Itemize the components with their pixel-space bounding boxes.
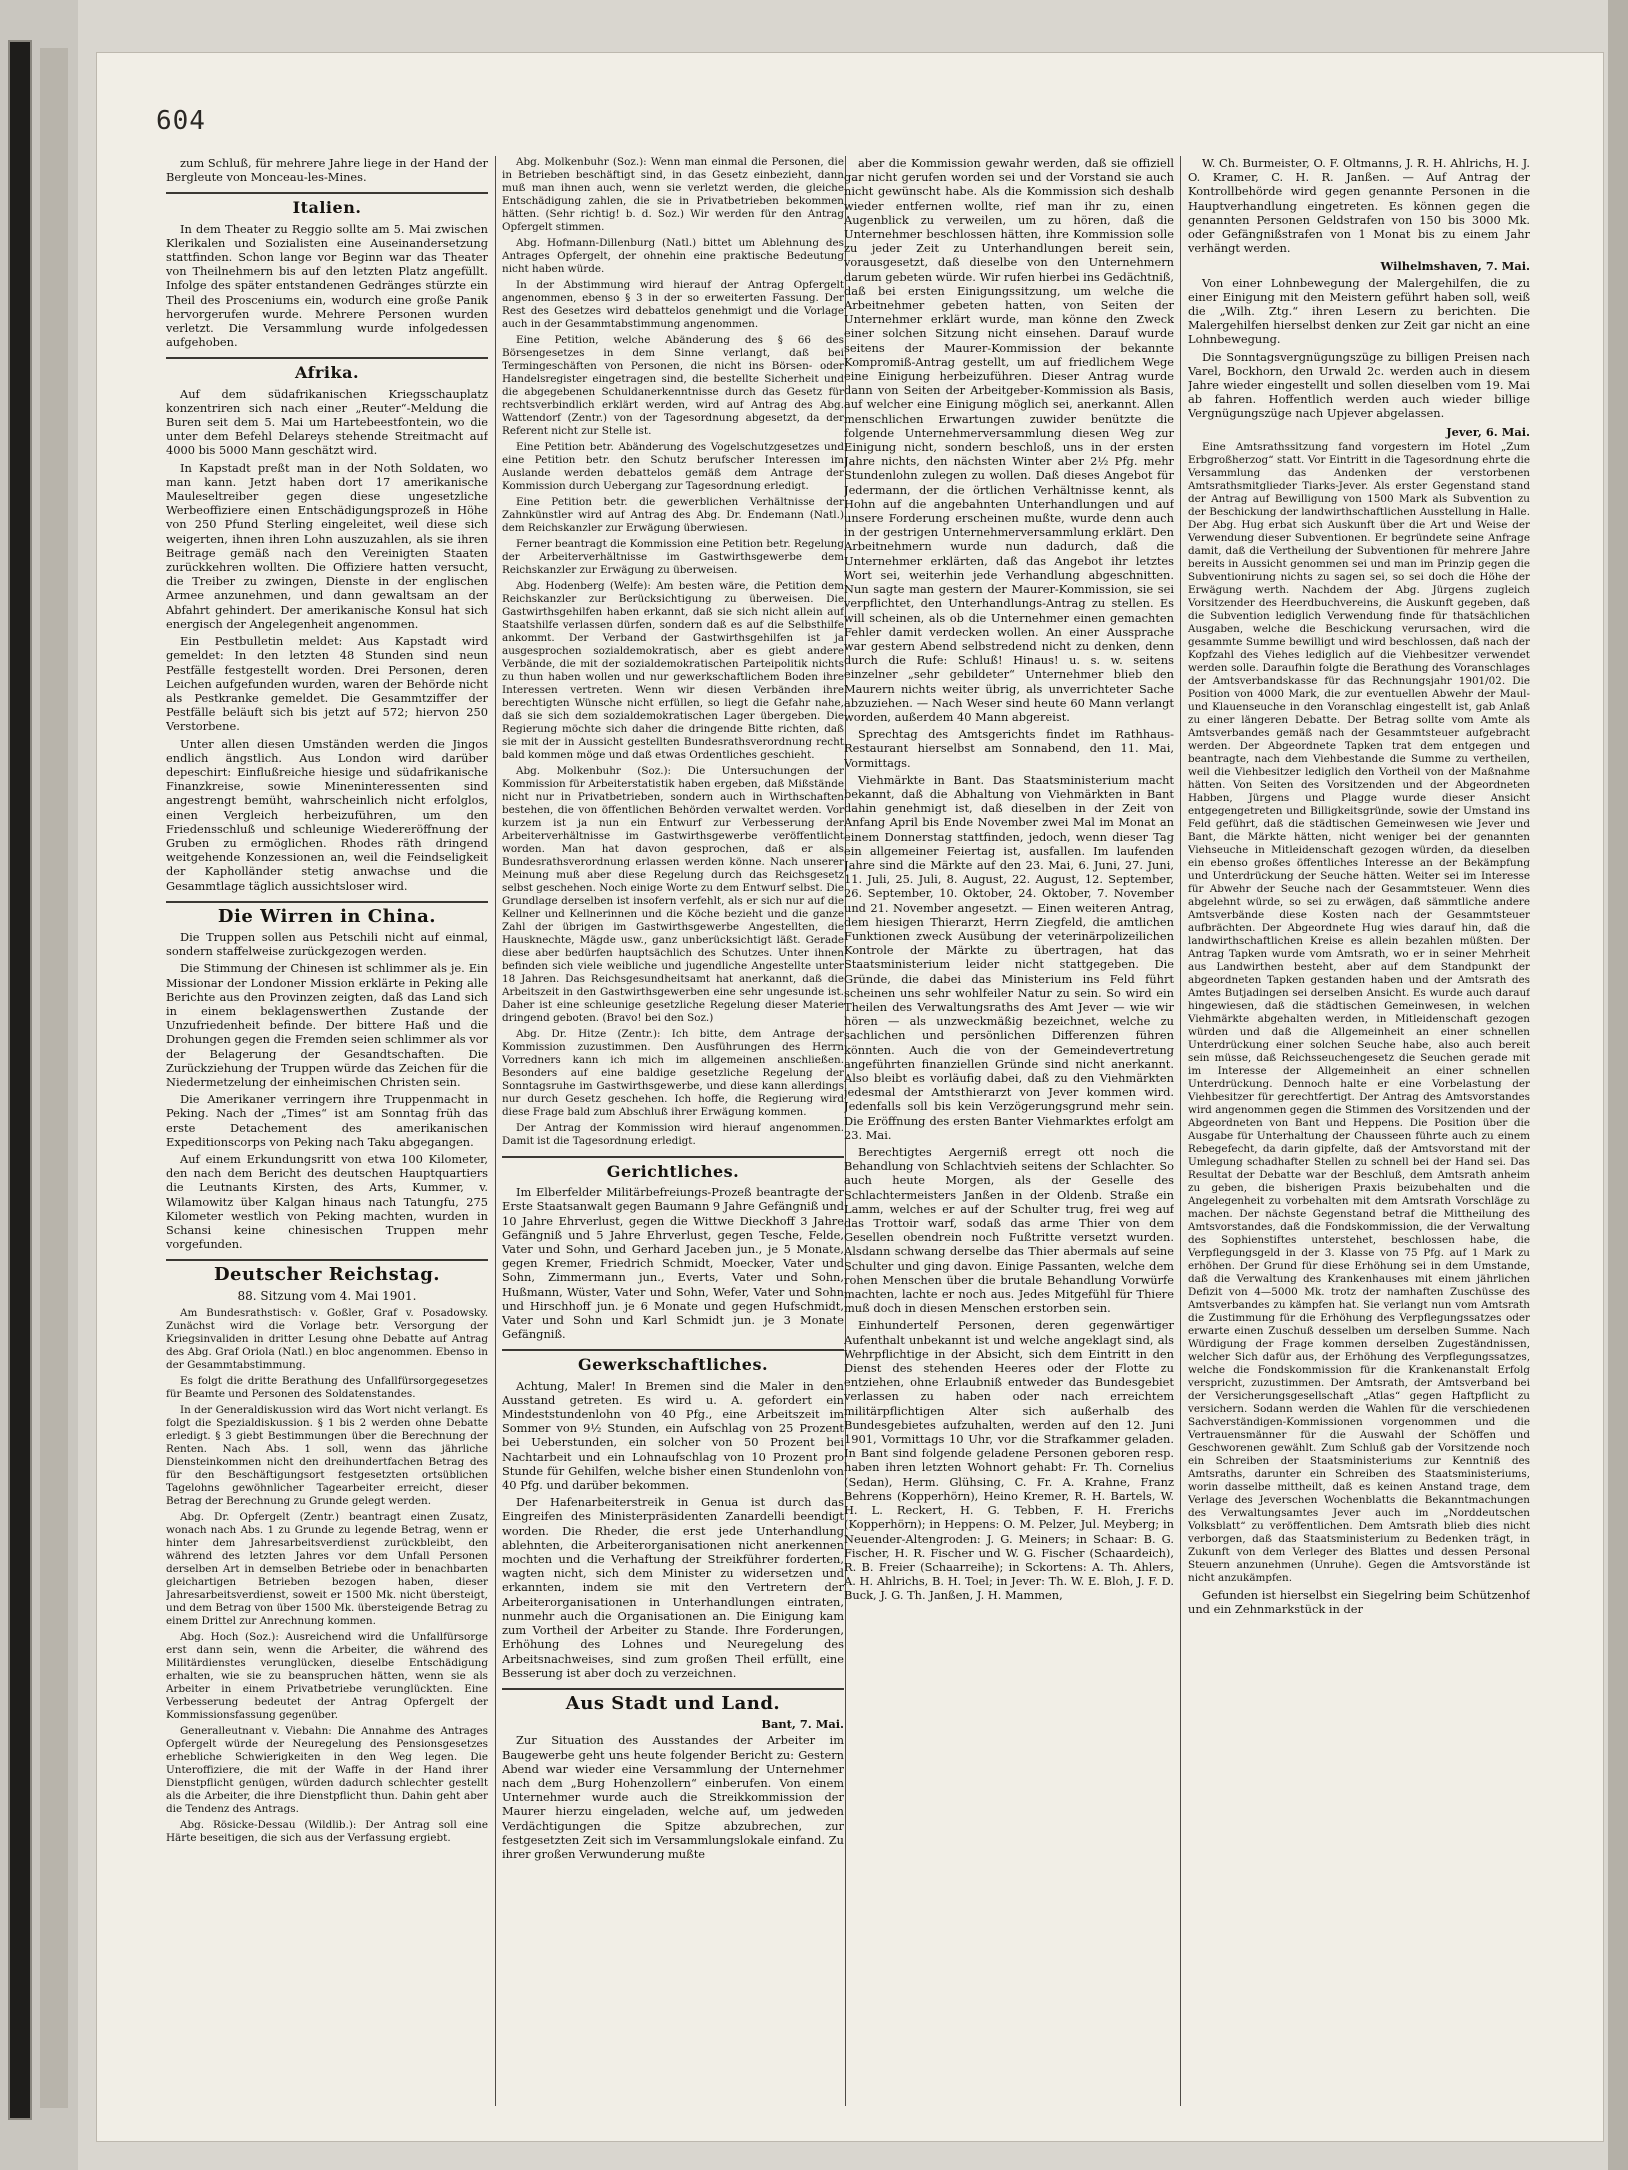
section-heading-china: Die Wirren in China. [166,901,488,924]
article-text: In der Generaldiskussion wird das Wort nicht verlangt. Es folgt die Spezialdiskussion. § 1 bis 2 werden ohne Debatte erledigt. § 3 giebt Bestimmungen über die Berechnung der Renten. Nach Abs. 1 soll, wenn das jährliche Diensteinkommen nicht den dreihundertfachen Betrag des für den Beschäftigungsort festgesetzten ortsüblichen Tagelohns gewöhnlicher Tagearbeiter erreicht, dieser Betrag der Berechnung zu Grunde gelegt werden. [166,1403,488,1507]
article-text: Unter allen diesen Umständen werden die Jingos endlich ängstlich. Aus London wird darüber depeschirt: Einflußreiche hiesige und südafrikanische Finanzkreise, sowie Mineninteressenten sind angestrengt bemüht, wahrscheinlich nicht erfolglos, einen Vergleich herbeizuführen, um den Friedensschluß und schleunige Wiedereröffnung der Gruben zu ermöglichen. Rhodes räth dringend weitgehende Konzessionen an, weil die Feindseligkeit der Kapholländer stetig anwachse und die Gesammtlage täglich aussichtsloser wird. [166,736,488,893]
section-heading-stadt-und-land: Aus Stadt und Land. [502,1688,844,1711]
article-text: Eine Amtsrathssitzung fand vorgestern im Hotel „Zum Erbgroßherzog“ statt. Vor Eintritt in die Tagesordnung ehrte die Versammlung das Andenken der verstorbenen Amtsrathsmitglieder Tiarks-Jever. Als erster Gegenstand stand der Antrag auf Bewilligung von 1500 Mark als Subvention zu der Beschickung der landwirthschaftlichen Ausstellung in Halle. Der Abg. Hug erbat sich Auskunft über die Art und Weise der Verwendung dieser Subventionen. Er begründete seine Anfrage damit, daß die Vertheilung der Subventionen für mehrere Jahre bereits in Aussicht genommen sei und man im Prinzip gegen die Subventionirung nichts zu sagen sei, so sei doch die Höhe der Erwägung werth. Nachdem der Abg. Jürgens zugleich Vorsitzender des Heerdbuchvereins, die Auskunft gegeben, daß die Subvention lediglich Verwendung finde für thatsächlichen Ausgaben, welche die Beschickung verursachen, wird die gesammte Summe bewilligt und wird beschlossen, daß nach der Kopfzahl des Viehes lediglich auf die Viehbesitzer verwendet werden solle. Daraufhin folgte die Berathung des Voranschlages der Amtsverbandskasse für das Rechnungsjahr 1901/02. Die Position von 4000 Mark, die zur eventuellen Abwehr der Maul- und Klauenseuche in den Voranschlag eingestellt ist, gab Anlaß zu einer längeren Debatte. Der Betrag sollte vom Amte als Amtsverbandes gemäß nach der Gesammtsteuer aufgebracht werden. Der Abgeordnete Tapken trat dem entgegen und beantragte, nach dem Viehbestande die Summe zu vertheilen, weil die Viehbesitzer lediglich den Vortheil von der Maßnahme hätten. Von Seiten des Vorsitzenden und der Abgeordneten Habben, Jürgens und Plagge wurde dieser Ansicht entgegengetreten und Billigkeitsgründe, sowie der Umstand ins Feld geführt, daß die städtischen Gemeinwesen wie Jever und Bant, die Märkte hätten, nicht weniger bei der genannten Viehseuche in Mitleidenschaft gezogen würden, da dieselben ein ebenso großes öffentliches Interesse an der Bekämpfung und Unterdrückung der Seuche hätten. Weiter sei im Interesse für Abwehr der Seuche nach der Gesammtsteuer. Wenn dies abgelehnt würde, so sei zu erwägen, daß sämmtliche andere Amtsverbände diese Kosten nach der Gesammtsteuer aufbrächten. Der Abgeordnete Hug wies darauf hin, daß die landwirthschaftlichen Kreise es allein bezahlen müßten. Der Antrag Tapken wurde vom Amtsrath, wo er in seiner Mehrheit aus Landwirthen besteht, aber auf dem Standpunkt der abgeordneten Tapken gestanden haben und der Amtsrath des Amtes Butjadingen sei derselben Ansicht. Es wurde auch darauf hingewiesen, daß die städtischen Gemeinwesen, in welchen Viehmärkte abgehalten werden, in Mitleidenschaft gezogen würden und daß die Allgemeinheit an einer schnellen Unterdrückung einer solchen Seuche habe, also auch bereit sein müsse, daß Reichsseuchengesetz die Seuchen gerade mit im Interesse der Allgemeinheit an einer schnellen Unterdrückung. Dennoch halte er eine Vorbelastung der Viehbesitzer für gerechtfertigt. Der Antrag des Amtsvorstandes wird angenommen gegen die Stimmen des Vorsitzenden und der Abgeordneten von Bant und Heppens. Die Position über die Ausgabe für Unterhaltung der Chausseen führte auch zu einem Rebegefecht, da darin gipfelte, daß der Amtsvorstand mit der Umlegung schadhafter Stellen zu schnell bei der Hand sei. Das Resultat der Debatte war der Beschluß, dem Amtsrath anheim zu geben, die bisherigen Praxis beizubehalten und die Angelegenheit zu vorbehalten mit dem Amtsrath Vorschläge zu machen. Der nächste Gegenstand betraf die Mittheilung des Amtsvorstandes, daß die Fondskommission, die der Verwaltung des Sophienstiftes unterstehet, beschlossen habe, die Verpflegungsgeld in der 3. Klasse von 75 Pfg. auf 1 Mark zu erhöhen. Der Grund für diese Erhöhung sei in dem Umstande, daß die Verwaltung des Krankenhauses mit einem jährlichen Defizit von 4—5000 Mk. trotz der namhaften Zuschüsse des Amtsverbandes zu kämpfen hat. Sie verlangt nun vom Amtsrath die Zustimmung für die Erhöhung des Verpflegungssatzes oder erwarte einen Zuschuß desselben um derselben Summe. Nach Würdigung der Frage kommen derselben Zugeständnissen, welcher Sich dafür aus, der Erhöhung des Verpflegungssatzes, welche die Fondskommission für die Krankenanstalt Erfolg verspricht, zuzustimmen. Der Amtsrath, der Amtsverband bei der Versicherungsgesellschaft „Atlas“ gegen Haftpflicht zu versichern. Sodann werden die Wahlen für die verschiedenen Sachverständigen-Kommissionen vorgenommen und die Vertrauensmänner für die Auswahl der Schöffen und Geschworenen gewählt. Zum Schluß gab der Vorsitzende noch ein Schreiben der Staatsministeriums zur Kenntniß des Amtsraths, darunter ein Schreiben des Staatsministeriums, worin dasselbe mittheilt, daß es keinen Anstand trage, dem Verlage des Jeverschen Wochenblatts die Bekanntmachungen des Verwaltungsamtes Jever auch im „Norddeutschen Volksblatt“ zu veröffentlichen. Dem Amtsrath blieb dies nicht verborgen, daß das Staatsministerium zu Bedenken trägt, in Zukunft von dem Verleger des Blattes und dessen Personal Steuern anzunehmen (Unruhe). Gegen die Amtsvorstände ist nicht anzukämpfen. [1188,440,1530,1584]
article-text: Von einer Lohnbewegung der Malergehilfen, die zu einer Einigung mit den Meistern geführt haben soll, weiß die „Wilh. Ztg.“ ihren Lesern zu berichten. Die Malergehilfen hierselbst denken zur Zeit gar nicht an eine Lohnbewegung. [1188,275,1530,347]
article-text: Der Hafenarbeiterstreik in Genua ist durch das Eingreifen des Ministerpräsidenten Zanardelli beendigt worden. Die Rheder, die erst jede Unterhandlung ablehnten, die Arbeiterorganisationen nicht anerkennen mochten und die Verhaftung der Streikführer forderten, wagten nicht, sich dem Minister zu widersetzen und erkannten, indem sie mit den Vertretern der Arbeiterorganisationen in Unterhandlungen eintraten, nunmehr auch die Organisationen an. Die Einigung kam zum Vortheil der Arbeiter zu Stande. Ihre Forderungen, Erhöhung des Lohnes und Neuregelung des Arbeitsnachweises, sind zum großen Theil erfüllt, eine Besserung ist aber doch zu verzeichnen. [502,1495,844,1680]
session-date: 88. Sitzung vom 4. Mai 1901. [237,1288,417,1303]
article-text: Abg. Dr. Hitze (Zentr.): Ich bitte, dem Antrage der Kommission zuzustimmen. Den Ausführungen des Herrn Vorredners kann ich mich im allgemeinen anschließen. Besonders auf eine baldige gesetzliche Regelung der Sonntagsruhe im Gastwirthsgewerbe, und diese kann allerdings nur durch Gesetz geschehen. Ich hoffe, die Regierung wird diese Frage bald zum Abschluß ihrer Erwägung kommen. [502,1028,844,1118]
article-text: Abg. Hodenberg (Welfe): Am besten wäre, die Petition dem Reichskanzler zur Berücksichtigung zu überweisen. Die Gastwirthsgehilfen haben erkannt, daß sie sich nicht allein auf Staatshilfe verlassen dürfen, sondern daß es auf die Selbsthilfe ankommt. Der Verband der Gastwirthsgehilfen ist ja ausgesprochen sozialdemokratisch, aber es giebt andere Verbände, die mit der sozialdemokratischen Parteipolitik nichts zu thun haben wollen und nur gewerkschaftlichem Boden ihre Interessen vertreten. Wenn wir diesen Verbänden ihre berechtigten Wünsche nicht erfüllen, so liegt die Gefahr nahe, daß sie sich dem sozialdemokratischen Lager übergeben. Die Regierung möchte sich daher die dringende Bitte richten, daß sie mit der in Aussicht gestellten Bundesrathsverordnung recht bald kommen möge und daß etwas Ordentliches geschieht. [502,580,844,761]
section-heading-gerichtliches: Gerichtliches. [502,1156,844,1179]
article-text: Zur Situation des Ausstandes der Arbeiter im Baugewerbe geht uns heute folgender Bericht zu: Gestern Abend war wieder eine Versammlung der Unternehmer nach dem „Burg Hohenzollern“ einberufen. Von einem Unternehmer wurde auch die Streikkommission der Maurer hierzu eingeladen, welche auf, um jedweden Verdächtigungen die Spitze abzubrechen, zur festgesetzten Zeit sich im Versammlungslokale einfand. Zu ihrer großen Verwunderung mußte [502,1733,844,1861]
article-text: Die Truppen sollen aus Petschili nicht auf einmal, sondern staffelweise zurückgezogen werden. [166,929,488,959]
article-text: Der Antrag der Kommission wird hierauf angenommen. Damit ist die Tagesordnung erledigt. [502,1122,844,1147]
article-text: Eine Petition, welche Abänderung des § 66 des Börsengesetzes in dem Sinne verlangt, daß bei Termingeschäften von Personen, die nicht ins Börsen- oder Handelsregister eingetragen sind, die bestellte Sicherheit und die abgegebenen Schuldanerkenntnisse durch das Gesetz für rechtsverbindlich erklärt werden, wird auf Antrag des Abg. Wattendorf (Zentr.) von der Tagesordnung abgesetzt, da der Referent nicht zur Stelle ist. [502,334,844,437]
article-text: Die Stimmung der Chinesen ist schlimmer als je. Ein Missionar der Londoner Mission erklärte in Peking alle Berichte aus den Provinzen zeigten, daß das Land sich in einem beklagenswerthen Zustande der Unzufriedenheit befinde. Der bittere Haß und die Drohungen gegen die Fremden seien schlimmer als vor der Belagerung der Gesandtschaften. Die Zurückziehung der Truppen würde das Zeichen für die Niedermetzelung der einheimischen Christen sein. [166,961,488,1089]
article-text: Sprechtag des Amtsgerichts findet im Rathhaus-Restaurant hierselbst am Sonnabend, den 11. Mai, Vormittags. [844,727,1174,770]
article-text: Auf dem südafrikanischen Kriegsschauplatz konzentriren sich nach einer „Reuter“-Meldung die Buren seit dem 5. Mai um Hartebeestfontein, wo die unter dem Befehl Delareys stehende Streitmacht auf 4000 bis 5000 Mann geschätzt wird. [166,386,488,458]
column-2 [502,156,844,2126]
article-text: Abg. Hofmann-Dillenburg (Natl.) bittet um Ablehnung des Antrages Opfergelt, der ohnehin eine praktische Bedeutung nicht haben würde. [502,237,844,275]
article-text: Abg. Hoch (Soz.): Ausreichend wird die Unfallfürsorge erst dann sein, wenn die Arbeiter, die während des Militärdienstes verunglücken, dieselbe Entschädigung erhalten, wie sie zu beanspruchen hätten, wenn sie als Arbeiter in einem Privatbetriebe verunglückten. Eine Verbesserung bedeutet der Antrag Opfergelt der Kommissionsfassung gegenüber. [166,1630,488,1721]
film-edge-left [0,0,78,2170]
film-edge-right [1608,0,1628,2170]
column-1 [166,156,488,2126]
article-text: Eine Petition betr. Abänderung des Vogelschutzgesetzes und eine Petition betr. den Schutz berufscher Interessen im Auslande werden debattelos gemäß dem Antrage der Kommission durch Uebergang zur Tagesordnung erledigt. [502,441,844,492]
section-heading-afrika: Afrika. [166,357,488,380]
article-text: Ein Pestbulletin meldet: Aus Kapstadt wird gemeldet: In den letzten 48 Stunden sind neun Pestfälle festgestellt worden. Drei Personen, deren Leichen aufgefunden wurden, waren der Behörde nicht als Pestkranke gemeldet. Die Gesammtziffer der Pestfälle beläuft sich bis jetzt auf 572; hiervon 250 Verstorbene. [166,634,488,734]
article-text: Generalleutnant v. Viebahn: Die Annahme des Antrages Opfergelt würde der Neuregelung des Pensionsgesetzes erhebliche Schwierigkeiten in den Weg legen. Die Unteroffiziere, die mit der Waffe in der Hand ihrer Dienstpflicht genügen, würden dadurch schlechter gestellt als die Arbeiter, die ihre Dienstpflicht thun. Dahin geht aber die Tendenz des Antrags. [166,1724,488,1815]
article-text: Abg. Molkenbuhr (Soz.): Die Untersuchungen der Kommission für Arbeiterstatistik haben ergeben, daß Mißstände nicht nur in Privatbetrieben, sondern auch in Wirthschaften bestehen, die von öffentlichen Behörden verwaltet werden. Vor kurzem ist ja nun ein Entwurf zur Verbesserung der Arbeiterverhältnisse im Gastwirthsgewerbe veröffentlicht worden. Man hat davon gesprochen, daß er als Bundesrathsverordnung erlassen werden könne. Nach unserer Meinung muß aber diese Regelung durch das Reichsgesetz selbst geschehen. Noch einige Worte zu dem Entwurf selbst. Die Grundlage derselben ist insofern verfehlt, als er sich nur auf die Kellner und Kellnerinnen und die Köche bezieht und die ganze Zahl der übrigen im Gastwirthsgewerbe Angestellten, die Hausknechte, Mägde usw., ganz unberücksichtigt läßt. Gerade diese aber bedürfen hauptsächlich des Schutzes. Unter ihnen befinden sich viele weibliche und jugendliche Angestellte unter 18 Jahren. Das Reichsgesundheitsamt hat anerkannt, daß die Arbeitszeit in den Gastwirthsgewerben eine sehr ungesunde ist. Daher ist eine schleunige gesetzliche Regelung dieser Materie dringend geboten. (Bravo! bei den Soz.) [502,765,844,1024]
article-text: aber die Kommission gewahr werden, daß sie offiziell gar nicht gerufen worden sei und der Vorstand sie auch nicht gewünscht habe. Als die Kommission sich deshalb wieder entfernen wollte, rief man ihr zu, einen Augenblick zu verweilen, um zu hören, daß die Unternehmer beschlossen hätten, ihre Kommission solle zu jeder Zeit zu Unterhandlungen bereit sein, vorausgesetzt, daß dieselbe von den Unternehmern darum gebeten würde. Wir rufen hierbei ins Gedächtniß, daß bei ersten Einigungssitzung, um welche die Arbeitnehmer gebeten hatten, von Seiten der Unternehmer erklärt wurde, man könne den Zweck einer solchen Sitzung nicht einsehen. Darauf wurde seitens der Maurer-Kommission der bekannte Kompromiß-Antrag gestellt, um auf friedlichem Wege eine Einigung herbeizuführen. Dieser Antrag wurde dann von Seiten der Arbeitgeber-Kommission als Basis, auf welcher eine Einigung möglich sei, anerkannt. Allen menschlichen Erwartungen zuwider benützte die folgende Unternehmerversammlung diesen Weg zur Einigung nicht, sondern beschloß, uns in der ersten Jahre nichts, den nächsten Winter aber 2½ Pfg. mehr Stundenlohn zulegen zu wollen. Daß dieses Angebot für Jedermann, der die örtlichen Verhältnisse kennt, als Hohn auf die angebahnten Unterhandlungen und auf unsere Forderung erscheinen mußte, wurde denn auch in der gestrigen Unternehmerversammlung erklärt. Den Arbeitnehmern wurde nun dadurch, daß die Unternehmer erklärten, daß das Angebot ihr letztes Wort sei, weiterhin jede Verhandlung abgeschnitten. Nun sagte man gestern der Maurer-Kommission, sie sei verpflichtet, den Unterhandlungs-Antrag zu stellen. Es will scheinen, als ob die Unternehmer einen gemachten Fehler damit verdecken wollen. An einer Aussprache war gestern Abend selbstredend nicht zu denken, denn durch die Rufe: Schluß! Hinaus! u. s. w. seitens einzelner „sehr gebildeter“ Unternehmer blieb den Maurern nichts weiter übrig, als unverrichteter Sache abzuziehen. — Nach Weser sind heute 60 Mann verlangt worden, außerdem 40 Mann abgereist. [844,156,1174,724]
article-text: Achtung, Maler! In Bremen sind die Maler in den Ausstand getreten. Es wird u. A. gefordert ein Mindeststundenlohn von 40 Pfg., eine Arbeitszeit im Sommer von 9½ Stunden, ein Aufschlag von 25 Prozent bei Ueberstunden, ein solcher von 50 Prozent bei Nachtarbeit und ein Lohnaufschlag von 10 Prozent pro Stunde für Gehilfen, welche bisher einen Stundenlohn von 40 Pfg. und darüber bekommen. [502,1378,844,1493]
section-heading-reichstag: Deutscher Reichstag. [166,1259,488,1282]
dateline: Wilhelmshaven, 7. Mai. [1380,259,1530,274]
article-text: Die Amerikaner verringern ihre Truppenmacht in Peking. Nach der „Times“ ist am Sonntag früh das erste Detachement des amerikanischen Expeditionscorps von Peking nach Taku abgegangen. [166,1092,488,1149]
article-text: Am Bundesrathstisch: v. Goßler, Graf v. Posadowsky. Zunächst wird die Vorlage betr. Versorgung der Kriegsinvaliden in dritter Lesung ohne Debatte auf Antrag des Abg. Graf Oriola (Natl.) en bloc angenommen. Ebenso in der Gesammtabstimmung. [166,1306,488,1371]
article-text: Abg. Dr. Opfergelt (Zentr.) beantragt einen Zusatz, wonach nach Abs. 1 zu Grunde zu legende Betrag, wenn er hinter dem Jahresarbeitsverdienst zurückbleibt, den während des letzten Jahres vor dem Unfall Personen derselben Art in demselben Betriebe oder in benachbarten gleichartigen Betrieben bezogen haben, dieser Jahresarbeitsverdienst, soweit er 1500 Mk. nicht übersteigt, und dem Betrag von über 1500 Mk. übersteigende Betrag zu einem Drittel zur Anrechnung kommen. [166,1510,488,1627]
section-heading-italien: Italien. [166,192,488,215]
article-text: Eine Petition betr. die gewerblichen Verhältnisse der Zahnkünstler wird auf Antrag des Abg. Dr. Endemann (Natl.) dem Reichskanzler zur Erwägung überwiesen. [502,496,844,534]
newspaper-page [96,52,1604,2142]
film-border [8,40,32,2120]
column-3 [844,156,1174,2126]
article-text: Auf einem Erkundungsritt von etwa 100 Kilometer, den nach dem Bericht des deutschen Hauptquartiers die Leutnants Kirsten, des Arts, Kummer, v. Wilamowitz über Kalgan hinaus nach Tatungfu, 275 Kilometer westlich von Peking machten, wurden in Schansi keine chinesischen Truppen mehr vorgefunden. [166,1152,488,1252]
article-text: zum Schluß, für mehrere Jahre liege in der Hand der Bergleute von Monceau-les-Mines. [166,156,488,185]
article-text: In der Abstimmung wird hierauf der Antrag Opfergelt angenommen, ebenso § 3 in der so erweiterten Fassung. Der Rest des Gesetzes wird debattelos genehmigt und die Vorlage auch in der Gesammtabstimmung angenommen. [502,279,844,330]
article-text: Die Sonntagsvergnügungszüge zu billigen Preisen nach Varel, Bockhorn, den Urwald 2c. werden auch in diesem Jahre wieder eingestellt und sollen dieselben vom 19. Mai ab fahren. Hoffentlich werden auch wieder billige Vergnügungszüge nach Upjever abgelassen. [1188,349,1530,421]
dateline: Jever, 6. Mai. [1446,424,1530,439]
article-text: W. Ch. Burmeister, O. F. Oltmanns, J. R. H. Ahlrichs, H. J. O. Kramer, C. H. R. Janßen. — Auf Antrag der Kontrollbehörde wird gegen genannte Personen in die Hauptverhandlung eingetreten. Es können gegen die genannten Personen Geldstrafen von 150 bis 3000 Mk. oder Gefängnißstrafen von 1 Monat bis zu einem Jahr verhängt werden. [1188,156,1530,256]
article-text: In Kapstadt preßt man in der Noth Soldaten, wo man kann. Jetzt haben dort 17 amerikanische Mauleseltreiber gegen diese ungesetzliche Werbeoffiziere einen Entschädigungsprozeß in Höhe von 250 Pfund Sterling eingeleitet, weil diese sich weigerten, ihnen ihren Lohn auszuzahlen, als sie ihren Beitrage gemäß nach den Vereinigten Staaten zurückkehren wollten. Die Offiziere hatten versucht, die Treiber zu zwingen, Dienste in der englischen Armee anzunehmen, und dann gewaltsam an der Abfahrt gehindert. Der amerikanische Konsul hat sich energisch der Angelegenheit angenommen. [166,460,488,631]
article-text: Es folgt die dritte Berathung des Unfallfürsorgegesetzes für Beamte und Personen des Soldatenstandes. [166,1374,488,1400]
article-text: Im Elberfelder Militärbefreiungs-Prozeß beantragte der Erste Staatsanwalt gegen Baumann 9 Jahre Gefängniß und 10 Jahre Ehrverlust, gegen die Wittwe Dieckhoff 3 Jahre Gefängniß und 5 Jahre Ehrverlust, gegen Tesche, Felde, Vater und Sohn, und Gerhard Jaceben jun., je 5 Monate, gegen Kremer, Friedrich Schmidt, Moecker, Vater und Sohn, Zimmermann jun., Everts, Vater und Sohn, Hußmann, Wüster, Vater und Sohn, Wefer, Vater und Sohn und Hirschhoff jun. je 6 Monate und gegen Hufschmidt, Vater und Sohn und Karl Schmidt jun. je 3 Monate Gefängniß. [502,1185,844,1342]
dateline: Bant, 7. Mai. [761,1717,844,1732]
article-text: Abg. Rösicke-Dessau (Wildlib.): Der Antrag soll eine Härte beseitigen, die sich aus der Verfassung ergiebt. [166,1818,488,1844]
article-text: Gefunden ist hierselbst ein Siegelring beim Schützenhof und ein Zehnmarkstück in der [1188,1587,1530,1617]
section-heading-gewerkschaftliches: Gewerkschaftliches. [502,1349,844,1372]
article-text: Einhundertelf Personen, deren gegenwärtiger Aufenthalt unbekannt ist und welche angeklagt sind, als Wehrpflichtige in der Absicht, sich dem Eintritt in den Dienst des stehenden Heeres oder der Flotte zu entziehen, ohne Erlaubniß entweder das Bundesgebiet verlassen zu haben oder nach erreichtem militärpflichtigen Alter sich außerhalb des Bundesgebietes aufzuhalten, werden auf den 12. Juni 1901, Vormittags 10 Uhr, vor die Strafkammer geladen. In Bant sind folgende geladene Personen geboren resp. haben ihren letzten Wohnort gehabt: Fr. Th. Cornelius (Sedan), Herm. Glühsing, C. Fr. A. Krahne, Franz Behrens (Kopperhörn), Heino Kremer, R. H. Bartels, W. H. L. Reckert, H. G. Tebben, F. H. Frerichs (Kopperhörn); in Heppens: O. M. Pelzer, Jul. Meyberg; in Neuender-Altengroden: J. G. Meiners; in Schaar: B. G. Fischer, H. R. Fischer und W. G. Fischer (Schaardeich), R. B. Freier (Schaarreihe); in Sckortens: A. Th. Ahlers, A. H. Ahlrichs, B. H. Toel; in Jever: Th. W. E. Bloh, J. F. D. Buck, J. G. Th. Janßen, J. H. Mammen, [844,1318,1174,1603]
film-strip [40,48,68,2108]
column-4 [1188,156,1530,2126]
article-text: Ferner beantragt die Kommission eine Petition betr. Regelung der Arbeiterverhältnisse im Gastwirthsgewerbe dem Reichskanzler zur Erwägung zu überweisen. [502,538,844,576]
column-rule [495,156,496,2106]
article-text: In dem Theater zu Reggio sollte am 5. Mai zwischen Klerikalen und Sozialisten eine Auseinandersetzung stattfinden. Schon lange vor Beginn war das Theater von Theilnehmern bis auf den letzten Platz angefüllt. Infolge des später entstandenen Gedränges stürzte ein Theil des Prosceniums ein, wodurch eine große Panik hervorgerufen wurde. Mehrere Personen wurden verletzt. Die Versammlung wurde infolgedessen aufgehoben. [166,221,488,350]
article-text: Viehmärkte in Bant. Das Staatsministerium macht bekannt, daß die Abhaltung von Viehmärkten in Bant dahin genehmigt ist, daß dieselben in der Zeit von Anfang April bis Ende November zwei Mal im Monat an einem Donnerstag stattfinden, jedoch, wenn dieser Tag ein allgemeiner Feiertag ist, ausfallen. Im laufenden Jahre sind die Märkte auf den 23. Mai, 6. Juni, 27. Juni, 11. Juli, 25. Juli, 8. August, 22. August, 12. September, 26. September, 10. Oktober, 24. Oktober, 7. November und 21. November angesetzt. — Einen weiteren Antrag, dem hiesigen Thierarzt, Herrn Ziegfeld, die amtlichen Funktionen zweck Ausübung der veterinärpolizeilichen Kontrole der Märkte zu übertragen, hat das Staatsministerium leider nicht stattgegeben. Die Gründe, die dabei das Ministerium ins Feld führt scheinen uns sehr wohlfeiler Natur zu sein. So wird ein Theilen des Verwaltungsraths des Amt Jever — wie wir hören — als unzweckmäßig bezeichnet, welche zu sachlichen und persönlichen Differenzen führen könnten. Auch die von der Gemeindevertretung angeführten finanziellen Gründe sind nicht anerkannt. Also bleibt es vorläufig dabei, daß zu den Viehmärkten jedesmal der Amtsthierarzt von Jever kommen wird. Jedenfalls soll bis kein Verzögerungsgrund mehr sein. Die Eröffnung des ersten Banter Viehmarktes erfolgt am 23. Mai. [844,772,1174,1142]
article-text: Abg. Molkenbuhr (Soz.): Wenn man einmal die Personen, die in Betrieben beschäftigt sind, in das Gesetz einbezieht, dann muß man ihnen auch, wenn sie verletzt werden, die gleiche Entschädigung zahlen, die sie in Privatbetrieben bekommen hätten. (Sehr richtig! b. d. Soz.) Wir werden für den Antrag Opfergelt stimmen. [502,156,844,233]
page-number: 604 [156,106,206,136]
article-text: Berechtigtes Aergerniß erregt ott noch die Behandlung von Schlachtvieh seitens der Schlachter. So auch heute Morgen, als der Geselle des Schlachtermeisters Janßen in der Oldenb. Straße ein Lamm, welches er auf der Schulter trug, frei weg auf das Trottoir warf, sodaß das arme Thier von dem Gesellen obendrein noch Fußtritte versetzt wurden. Alsdann schwang derselbe das Thier abermals auf seine Schulter und ging davon. Einige Passanten, welche dem rohen Menschen über die brutale Behandlung Vorwürfe machten, lachte er noch aus. Jedes Mitgefühl für Thiere muß doch in diesen Menschen erstorben sein. [844,1145,1174,1316]
column-rule [1180,156,1181,2106]
